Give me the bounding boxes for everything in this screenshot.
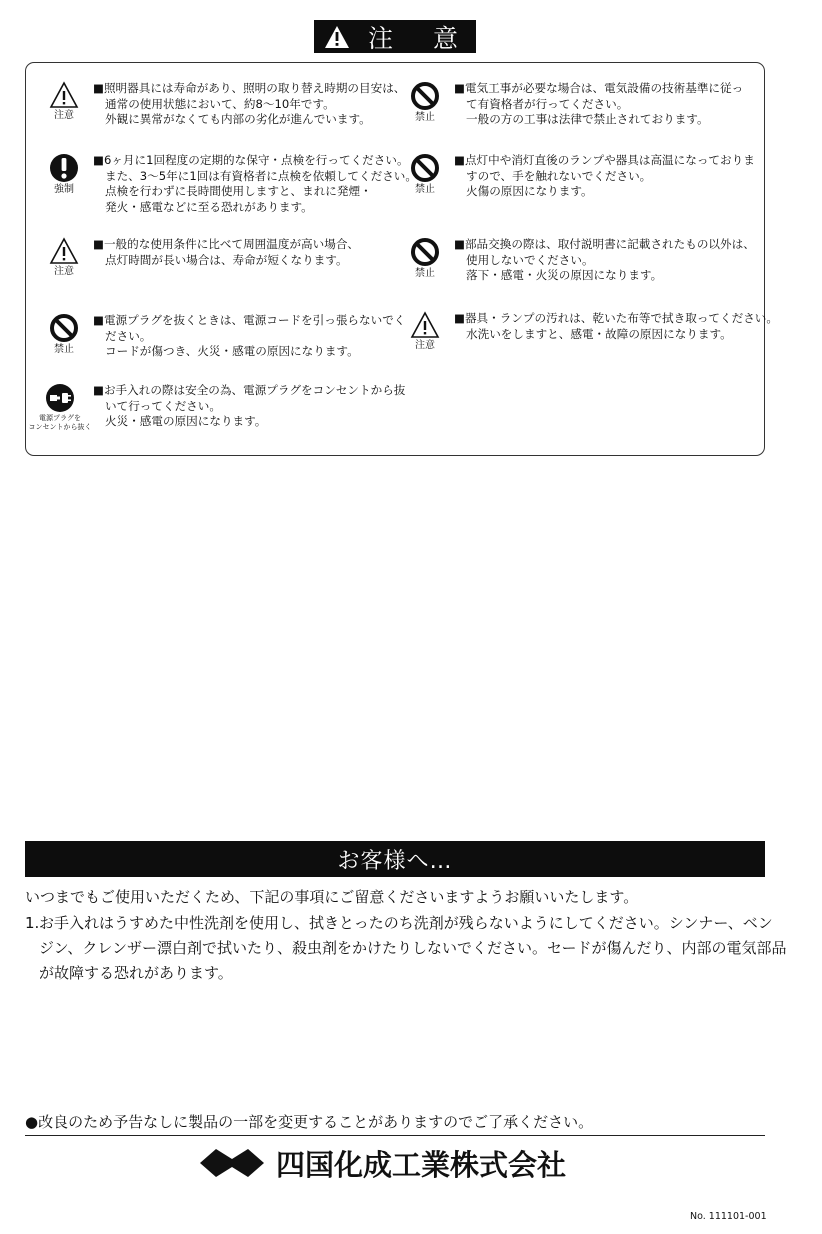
caution-line: 外観に異常がなくても内部の劣化が進んでいます。 (105, 112, 371, 126)
customer-item-line: が故障する恐れがあります。 (39, 964, 233, 982)
caution-line: ださい。 (105, 328, 152, 343)
caution-line: コードが傷つき、火災・感電の原因になります。 (105, 344, 359, 358)
diamond-logo-icon (200, 1147, 264, 1179)
icon-label: 注意 (415, 340, 435, 351)
caution-box (25, 62, 778, 456)
icon-label: 注意 (54, 110, 74, 121)
caution-line: いて行ってください。 (105, 398, 221, 413)
icon-label: 電源プラグを (39, 414, 81, 422)
divider (25, 1135, 765, 1136)
caution-line: ■点灯中や消灯直後のランプや器具は高温になっておりま (454, 153, 755, 167)
company-logo (200, 1144, 566, 1182)
caution-line: 通常の使用状態において、約8～10年です。 (105, 96, 335, 111)
icon-label: 禁止 (415, 112, 435, 123)
change-notice: ●改良のため予告なしに製品の一部を変更することがありますのでご了承ください。 (25, 1113, 594, 1131)
caution-line: 火傷の原因になります。 (466, 184, 593, 198)
caution-line: 使用しないでください。 (466, 252, 594, 267)
mandatory-exclamation-icon (49, 153, 79, 183)
caution-line: ■一般的な使用条件に比べて周囲温度が高い場合、 (93, 237, 360, 251)
prohibition-icon (410, 81, 440, 111)
icon-label: 禁止 (415, 268, 435, 279)
caution-title (314, 20, 476, 53)
warning-triangle-icon (324, 25, 350, 49)
item-number: 1. (25, 914, 40, 932)
icon-label: 注意 (54, 266, 74, 277)
caution-line: 一般の方の工事は法律で禁止されております。 (466, 112, 709, 126)
customer-section-title: お客様へ… (25, 841, 765, 877)
warning-triangle-icon (49, 81, 79, 109)
caution-line: ■電気工事が必要な場合は、電気設備の技術基準に従っ (454, 81, 744, 95)
customer-item-line: ジン、クレンザー漂白剤で拭いたり、殺虫剤をかけたりしないでください。セードが傷んだり、内部の電気部品 (39, 939, 787, 957)
caution-line: ■照明器具には寿命があり、照明の取り替え時期の目安は、 (93, 81, 406, 95)
caution-line: 火災・感電の原因になります。 (105, 414, 267, 428)
caution-line: ■器具・ランプの汚れは、乾いた布等で拭き取ってください。 (454, 311, 778, 325)
caution-line: 水洗いをしますと、感電・故障の原因になります。 (466, 326, 732, 341)
caution-line: 点灯時間が長い場合は、寿命が短くなります。 (105, 252, 348, 267)
customer-item (25, 911, 787, 986)
caution-line: 発火・感電などに至る恐れがあります。 (105, 199, 313, 214)
document-number: No. 111101-001 (690, 1211, 767, 1222)
unplug-icon (45, 383, 75, 413)
icon-label: 禁止 (54, 344, 74, 355)
icon-label: 禁止 (415, 184, 435, 195)
customer-intro: いつまでもご使用いただくため、下記の事項にご留意くださいますようお願いいたします。 (25, 888, 639, 906)
customer-item-line: お手入れはうすめた中性洗剤を使用し、拭きとったのち洗剤が残らないようにしてください。シンナー、ベン (39, 914, 773, 932)
prohibition-icon (410, 153, 440, 183)
caution-line: 落下・感電・火災の原因になります。 (466, 268, 663, 282)
icon-label: 強制 (54, 184, 74, 195)
caution-line: ■6ヶ月に1回程度の定期的な保守・点検を行ってください。 (93, 153, 409, 167)
caution-line: ■電源プラグを抜くときは、電源コードを引っ張らないでく (93, 313, 406, 327)
company-name: 四国化成工業株式会社 (276, 1147, 567, 1182)
prohibition-icon (49, 313, 79, 343)
caution-line: 点検を行わずに長時間使用しますと、まれに発煙・ (105, 184, 372, 198)
caution-line: また、3～5年に1回は有資格者に点検を依頼してください。 (105, 168, 417, 183)
caution-line: ■お手入れの際は安全の為、電源プラグをコンセントから抜 (93, 383, 406, 397)
warning-triangle-icon (49, 237, 79, 265)
caution-line: ■部品交換の際は、取付説明書に記載されたもの以外は、 (454, 237, 755, 251)
prohibition-icon (410, 237, 440, 267)
icon-label: コンセントから抜く (28, 423, 92, 431)
caution-title-text: 注 意 (368, 23, 474, 53)
caution-line: すので、手を触れないでください。 (466, 168, 652, 183)
warning-triangle-icon (410, 311, 440, 339)
caution-line: て有資格者が行ってください。 (466, 96, 629, 111)
